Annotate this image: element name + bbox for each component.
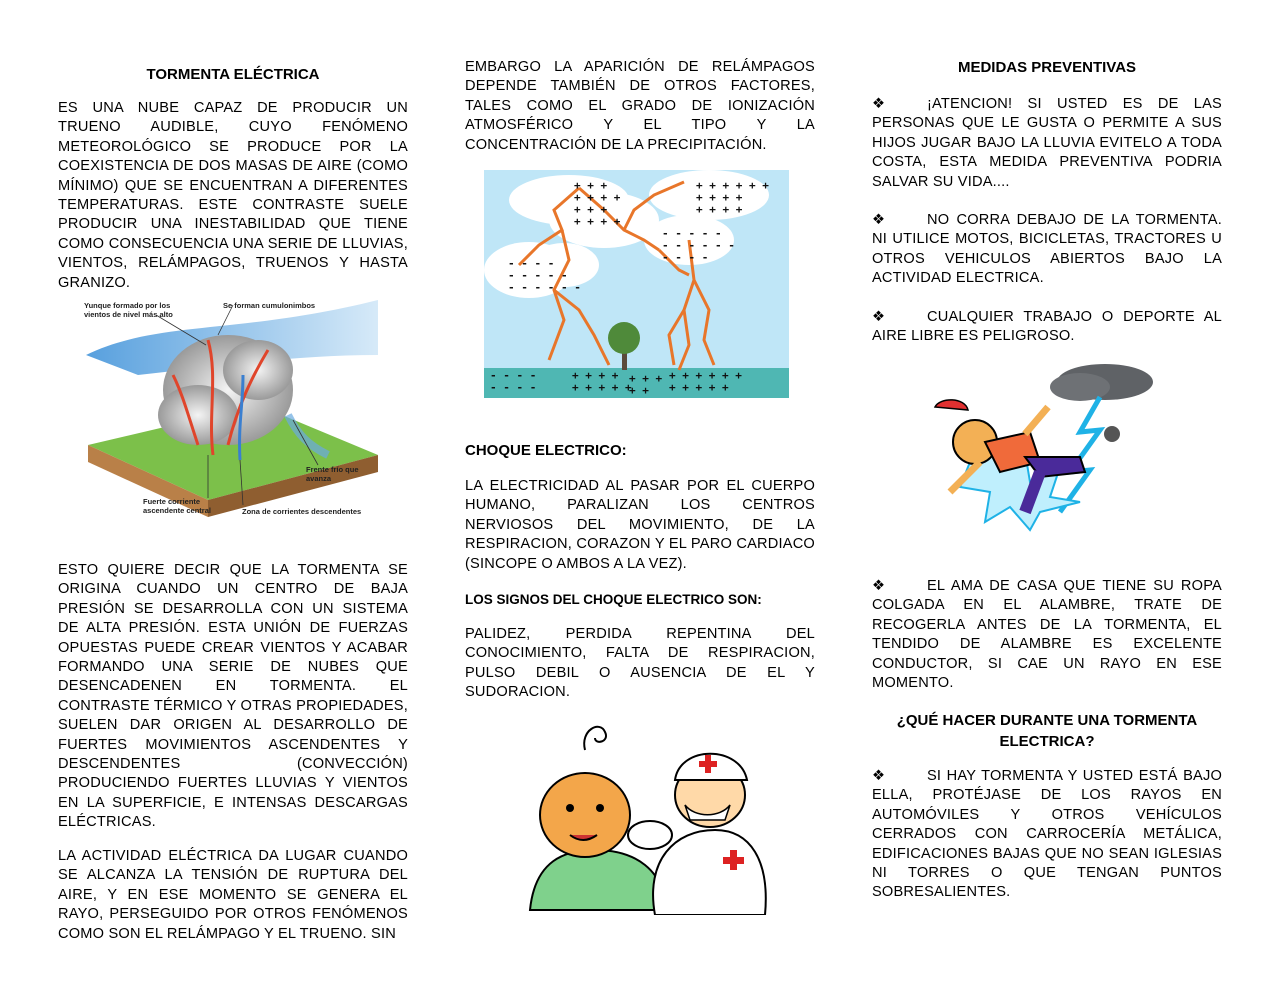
person-arm	[1025, 407, 1048, 434]
electric-shock-paragraph: LA ELECTRICIDAD AL PASAR POR EL CUERPO HUMANO, PARALIZAN LOS CENTROS NERVIOSOS DEL MOVIMIENTO, DE LA RESPIRACION, CORAZON Y EL PARO CARDIACO (SINCOPE O AMBOS A LA VEZ).	[465, 478, 815, 572]
preventive-title: MEDIDAS PREVENTIVAS	[957, 59, 1137, 76]
tree-crown	[608, 322, 640, 354]
first-aid-illustration	[525, 710, 775, 915]
label-frente: Frente frío que avanza	[306, 465, 359, 483]
ground-negative-charges: - - - - - - - -	[490, 369, 537, 394]
preventive-bullet-1: ❖ ¡ATENCION! SI USTED ES DE LAS PERSONAS QUE LE GUSTA O PERMITE A SUS HIJOS JUGAR BAJO LA LLUVIA EVITELO A TODA COSTA, ESTA MEDIDA PREVENTIVA PODRIA SALVAR SU VIDA....	[872, 96, 1222, 190]
label-corriente: Fuerte corriente ascendente central	[143, 497, 211, 515]
diamond-bullet-icon: ❖	[872, 309, 886, 325]
signs-paragraph: PALIDEZ, PERDIDA REPENTINA DEL CONOCIMIENTO, FALTA DE RESPIRACION, PULSO DEBIL O AUSENCIA DE EL Y SUDORACION.	[465, 626, 815, 701]
lightning-charges-figure	[484, 170, 789, 398]
positive-charges: + + + + + + + + + + + + + +	[696, 179, 769, 216]
label-zona: Zona de corrientes descendentes	[242, 507, 362, 516]
lightning-bolt-icon	[1060, 397, 1100, 512]
during-storm-heading: ¿QUÉ HACER DURANTE UNA TORMENTA ELECTRICA?	[896, 712, 1198, 750]
label-cumulonimbos: Se forman cumulonimbos	[223, 301, 316, 310]
origin-paragraph: ESTO QUIERE DECIR QUE LA TORMENTA SE ORIGINA CUANDO UN CENTRO DE BAJA PRESIÓN SE DESARROLLA CON UN SISTEMA DE ALTA PRESIÓN. ESTA UNIÓN DE FUERZAS OPUESTAS PUEDE CREAR VIENTOS Y ACABAR FORMANDO UNA SERIE DE NUBES QUE DESENCADENEN EN TORMENTA. EL CONTRASTE TÉRMICO Y OTRAS PROPIEDADES, SUELEN DAR ORIGEN AL DESARROLLO DE FUERTES MOVIMIENTOS ASCENDENTES Y DESCENDENTES (CONVECCIÓN) PRODUCIENDO FUERTES LLUVIAS Y VIENTOS EN LA SUPERFICIE, E INTENSAS DESCARGAS ELÉCTRICAS.	[58, 562, 408, 831]
preventive-bullet-3: ❖ CUALQUIER TRABAJO O DEPORTE AL AIRE LIBRE ES PELIGROSO.	[872, 309, 1222, 345]
signs-subheading: LOS SIGNOS DEL CHOQUE ELECTRICO SON:	[465, 592, 762, 607]
label-yunque: Yunque formado por los vientos de nivel más alto	[84, 301, 173, 319]
electric-shock-heading: CHOQUE ELECTRICO:	[465, 442, 627, 459]
medic-body	[653, 830, 766, 915]
cloud-lobe	[158, 385, 238, 445]
patient-eye	[566, 804, 574, 812]
struck-person-illustration	[930, 362, 1158, 532]
red-cross-icon	[723, 857, 744, 864]
negative-charges: - - - - - - - - - - - - - - -	[662, 227, 735, 264]
patient-head	[540, 773, 630, 857]
diamond-bullet-icon: ❖	[872, 768, 886, 784]
ground-positive-charges: + + + + + + + + +	[572, 369, 632, 394]
continuation-paragraph: EMBARGO LA APARICIÓN DE RELÁMPAGOS DEPENDE TAMBIÉN DE OTROS FACTORES, TALES COMO EL GRADO DE IONIZACIÓN ATMOSFÉRICO Y EL TIPO Y LA CONCENTRACIÓN DE LA PRECIPITACIÓN.	[465, 59, 815, 153]
patient-body	[530, 850, 665, 910]
struck-person-svg	[930, 362, 1158, 532]
dizzy-swirl	[584, 727, 606, 750]
ground-positive-charges: + + + + + + + + + + +	[669, 369, 742, 394]
patient-eye	[596, 804, 604, 812]
diamond-bullet-icon: ❖	[872, 212, 886, 228]
page-title: TORMENTA ELÉCTRICA	[146, 66, 320, 83]
diamond-bullet-icon: ❖	[872, 578, 886, 594]
ground-positive-charges: + + + + +	[629, 372, 663, 397]
storm-diagram-svg	[78, 295, 384, 525]
red-cap	[935, 400, 968, 410]
storm-cloud	[1050, 373, 1110, 401]
ball-icon	[1104, 426, 1120, 442]
positive-charges: + + + + + + + + + + + + + +	[574, 179, 621, 228]
preventive-bullet-2: ❖ NO CORRA DEBAJO DE LA TORMENTA. NI UTILICE MOTOS, BICICLETAS, TRACTORES U OTROS VEHICULOS ABIERTOS BAJO LA ACTIVIDAD ELECTRICA.	[872, 212, 1222, 287]
negative-charges: - - - - - - - - - - - - - - -	[508, 257, 581, 294]
electric-activity-paragraph: LA ACTIVIDAD ELÉCTRICA DA LUGAR CUANDO SE ALCANZA LA TENSIÓN DE RUPTURA DEL AIRE, Y EN ESE MOMENTO SE GENERA EL RAYO, PERSEGUIDO POR OTROS FENÓMENOS COMO SON EL RELÁMPAGO Y EL TRUENO. SIN	[58, 848, 408, 942]
storm-diagram	[78, 295, 384, 525]
preventive-bullet-5: ❖ SI HAY TORMENTA Y USTED ESTÁ BAJO ELLA, PROTÉJASE DE LOS RAYOS EN AUTOMÓVILES Y OTROS VEHÍCULOS CERRADOS CON CARROCERÍA METÁLICA, EDIFICACIONES BAJAS QUE NO SEAN IGLESIAS NI TORRES O QUE TENGAN PUNTOS SOBRESALIENTES.	[872, 768, 1222, 901]
diamond-bullet-icon: ❖	[872, 96, 886, 112]
preventive-bullet-4: ❖ EL AMA DE CASA QUE TIENE SU ROPA COLGADA EN EL ALAMBRE, TRATE DE RECOGERLA ANTES DE LA TORMENTA, EL TENDIDO DE ALAMBRE ES EXCELENTE CONDUCTOR, SI CAE UN RAYO EN ESE MOMENTO.	[872, 578, 1222, 692]
definition-paragraph: ES UNA NUBE CAPAZ DE PRODUCIR UN TRUENO AUDIBLE, CUYO FENÓMENO METEOROLÓGICO SE PRODUCE POR LA COEXISTENCIA DE DOS MASAS DE AIRE (COMO MÍNIMO) QUE SE ENCUENTRAN A DIFERENTES TEMPERATURAS. ESTE CONTRASTE SUELE PRODUCIR UNA INESTABILIDAD QUE TIENE COMO CONSECUENCIA UNA SERIE DE LLUVIAS, VIENTOS, RELÁMPAGOS, TRUENOS Y HASTA GRANIZO.	[58, 100, 408, 291]
medic-glove	[628, 821, 672, 849]
red-cross-icon	[699, 761, 717, 767]
first-aid-svg	[525, 710, 775, 915]
